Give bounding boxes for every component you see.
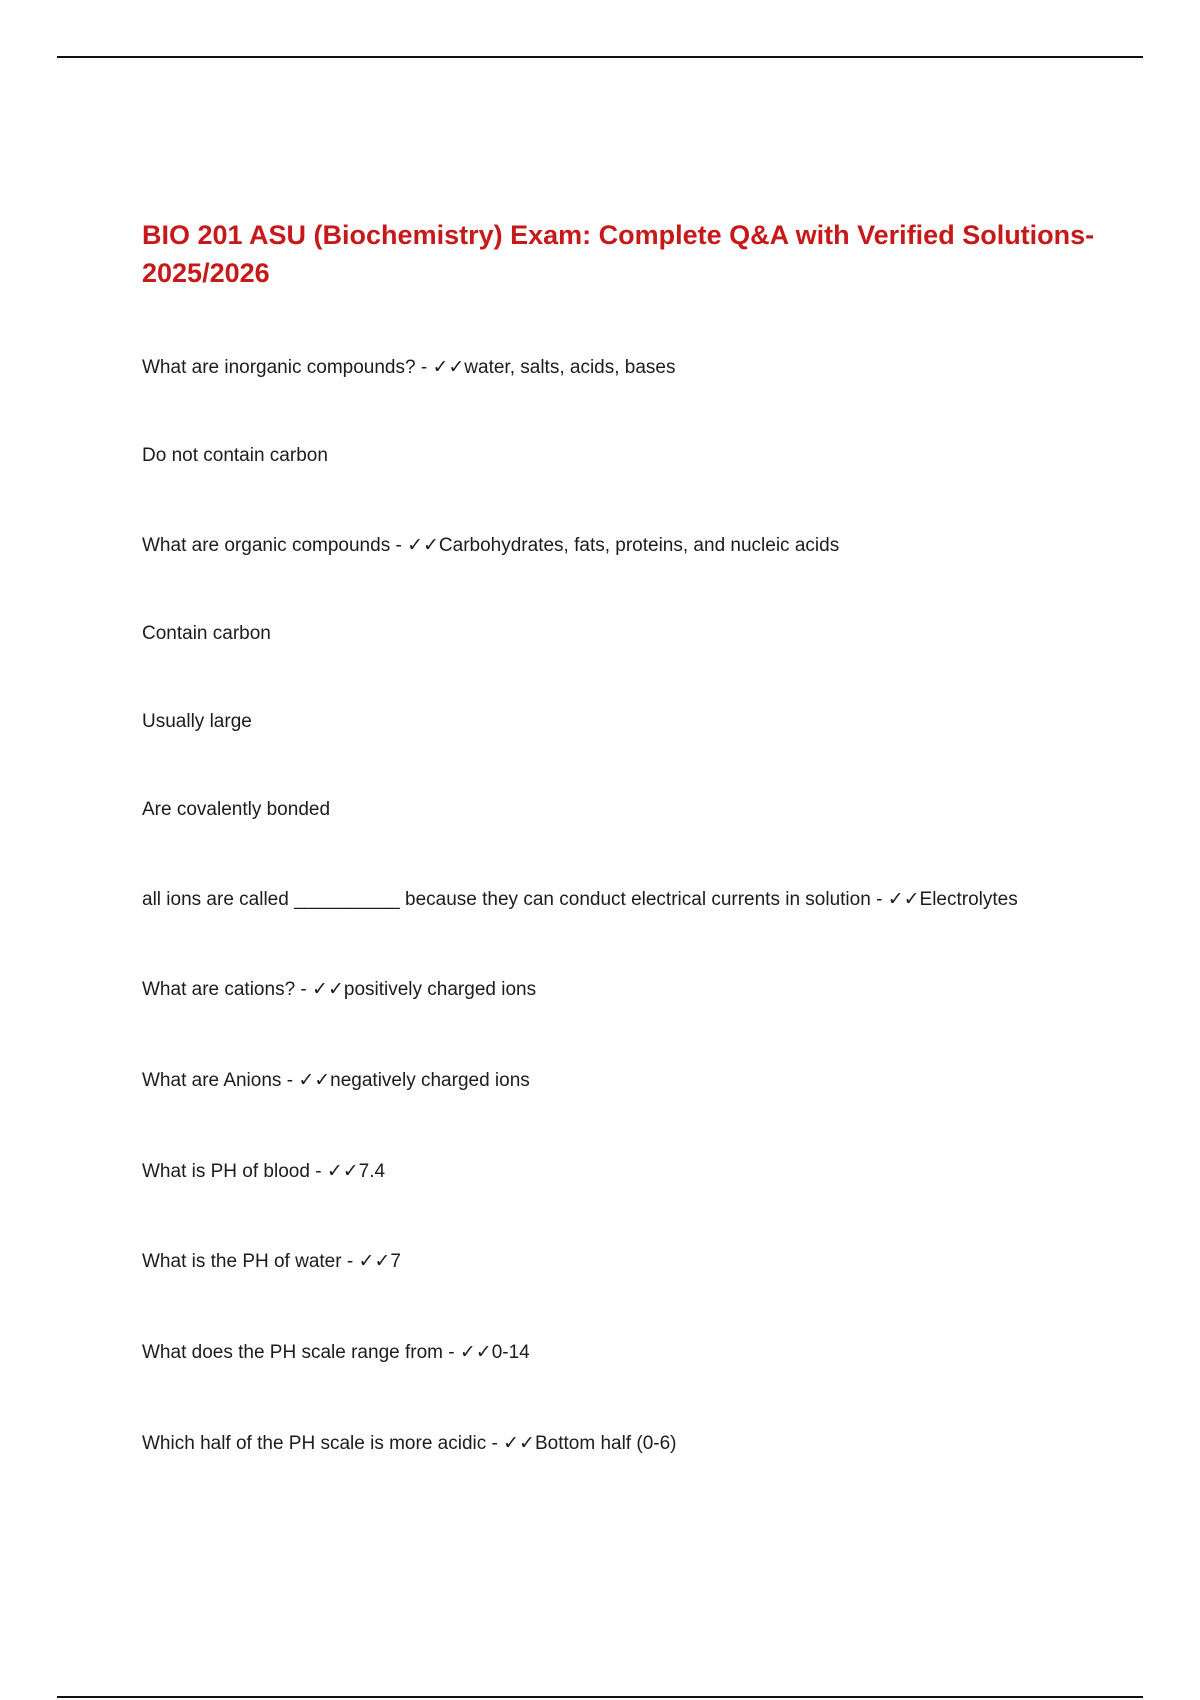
qa-line-ph-blood bbox=[142, 1160, 385, 1184]
footer-rule bbox=[57, 1696, 1143, 1698]
separator: - bbox=[415, 357, 433, 378]
check-icon: ✓✓ bbox=[887, 889, 920, 910]
check-icon: ✓✓ bbox=[407, 535, 439, 556]
note-line-no-carbon bbox=[142, 444, 328, 468]
qa-line-anions bbox=[142, 1069, 530, 1093]
separator: - bbox=[341, 1251, 359, 1272]
separator: - bbox=[486, 1433, 504, 1454]
document-title: BIO 201 ASU (Biochemistry) Exam: Complete Q&A with Verified Solutions-2025/2026 bbox=[142, 220, 1095, 288]
separator: - bbox=[390, 535, 408, 556]
question-text: What are cations? bbox=[142, 979, 296, 1000]
answer-text: Bottom half (0-6) bbox=[534, 1433, 677, 1454]
check-icon: ✓✓ bbox=[503, 1433, 535, 1454]
question-text: What is PH of blood bbox=[142, 1161, 310, 1182]
check-icon: ✓✓ bbox=[432, 357, 465, 378]
qa-line-ph-range bbox=[142, 1341, 530, 1365]
answer-text: 7 bbox=[390, 1251, 401, 1272]
note-line-usually-large bbox=[142, 710, 252, 734]
answer-text: negatively charged ions bbox=[330, 1070, 530, 1091]
qa-line-electrolytes bbox=[142, 888, 1018, 912]
note-line-contain-carbon bbox=[142, 622, 271, 646]
answer-text: 0-14 bbox=[491, 1342, 530, 1363]
question-text: What are organic compounds bbox=[142, 535, 391, 556]
separator: - bbox=[442, 1342, 460, 1363]
question-text: all ions are called __________ because they can conduct electrical currents in solution bbox=[142, 889, 871, 910]
note-line-covalently-bonded bbox=[142, 798, 330, 822]
question-text: What is the PH of water bbox=[142, 1251, 342, 1272]
qa-line-organic-compounds bbox=[142, 534, 839, 558]
answer-text: 7.4 bbox=[358, 1161, 386, 1182]
check-icon: ✓✓ bbox=[312, 979, 344, 1000]
question-text: What are Anions bbox=[142, 1070, 282, 1091]
note-text: Are covalently bonded bbox=[142, 799, 331, 820]
note-text: Contain carbon bbox=[142, 623, 271, 644]
qa-line-inorganic-compounds bbox=[142, 356, 676, 380]
answer-text: Carbohydrates, fats, proteins, and nucleic acids bbox=[438, 535, 840, 556]
separator: - bbox=[281, 1070, 299, 1091]
separator: - bbox=[870, 889, 888, 910]
note-text: Do not contain carbon bbox=[142, 445, 328, 466]
header-rule bbox=[57, 56, 1143, 58]
check-icon: ✓✓ bbox=[298, 1070, 331, 1091]
separator: - bbox=[309, 1161, 327, 1182]
answer-text: Electrolytes bbox=[919, 889, 1018, 910]
check-icon: ✓✓ bbox=[358, 1251, 391, 1272]
note-text: Usually large bbox=[142, 711, 252, 732]
check-icon: ✓✓ bbox=[326, 1161, 359, 1182]
answer-text: positively charged ions bbox=[343, 979, 537, 1000]
question-text: What does the PH scale range from bbox=[142, 1342, 443, 1363]
question-text: What are inorganic compounds? bbox=[142, 357, 416, 378]
qa-line-ph-acidic-half bbox=[142, 1432, 676, 1456]
answer-text: water, salts, acids, bases bbox=[464, 357, 676, 378]
check-icon: ✓✓ bbox=[459, 1342, 492, 1363]
qa-line-ph-water bbox=[142, 1250, 401, 1274]
qa-line-cations bbox=[142, 978, 536, 1002]
question-text: Which half of the PH scale is more acidic bbox=[142, 1433, 487, 1454]
separator: - bbox=[295, 979, 313, 1000]
